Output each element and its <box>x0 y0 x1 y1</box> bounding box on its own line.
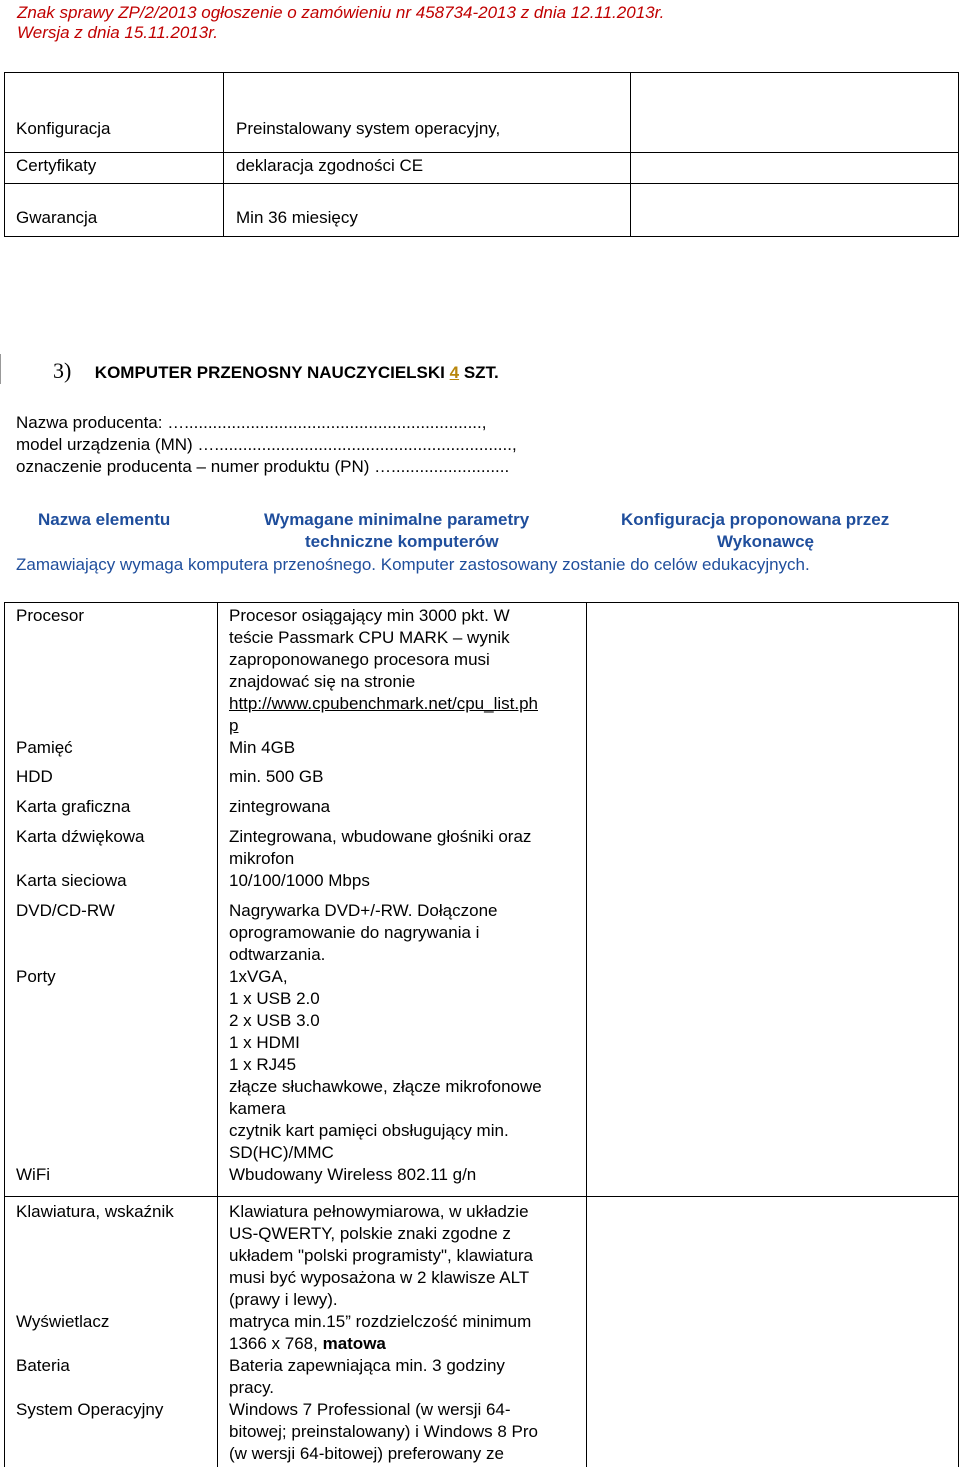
dvd-req-3: odtwarzania. <box>229 945 326 964</box>
document-version: Wersja z dnia 15.11.2013r. <box>17 23 218 42</box>
table-border <box>958 602 959 1467</box>
ports-req-6: złącze słuchawkowe, złącze mikrofonowe <box>229 1077 542 1096</box>
row-label-dvd: DVD/CD-RW <box>16 901 115 920</box>
document-reference: Znak sprawy ZP/2/2013 ogłoszenie o zamówieniu nr 458734-2013 z dnia 12.11.2013r. <box>17 3 665 22</box>
row-label-battery: Bateria <box>16 1356 70 1375</box>
section-number: 3) <box>53 358 72 383</box>
warranty-value: Min 36 miesięcy <box>236 208 358 227</box>
network-req: 10/100/1000 Mbps <box>229 871 370 890</box>
table-border <box>4 602 959 603</box>
column-header-proposed-2: Wykonawcę <box>717 532 815 551</box>
requirement-intro: Zamawiający wymaga komputera przenośnego. Komputer zastosowany zostanie do celów edukacyjnych. <box>16 555 810 574</box>
column-header-required-2: techniczne komputerów <box>305 532 499 551</box>
ports-req-9: SD(HC)/MMC <box>229 1143 334 1162</box>
column-header-required: Wymagane minimalne parametry <box>264 510 530 529</box>
keyboard-req-3: układem "polski programisty", klawiatura <box>229 1246 534 1265</box>
certificates-value: deklaracja zgodności CE <box>236 156 424 175</box>
product-number-line: oznaczenie producenta – numer produktu (PN) …......................... <box>16 457 510 476</box>
processor-req-2: teście Passmark CPU MARK – wynik <box>229 628 510 647</box>
section-quantity: 4 <box>449 363 460 382</box>
row-label-sound: Karta dźwiękowa <box>16 827 145 846</box>
processor-req-4: znajdować się na stronie <box>229 672 416 691</box>
warranty-label: Gwarancja <box>16 208 98 227</box>
hdd-req: min. 500 GB <box>229 767 324 786</box>
sound-req-2: mikrofon <box>229 849 295 868</box>
processor-req-1: Procesor osiągający min 3000 pkt. W <box>229 606 510 625</box>
section-heading <box>53 358 499 384</box>
change-bar <box>0 354 1 384</box>
row-label-network: Karta sieciowa <box>16 871 127 890</box>
cpu-benchmark-link-end[interactable]: p <box>229 716 239 735</box>
battery-req-2: pracy. <box>229 1378 275 1397</box>
table-border <box>217 602 218 1467</box>
keyboard-req-5: (prawy i lewy). <box>229 1290 338 1309</box>
ports-req-4: 1 x HDMI <box>229 1033 300 1052</box>
memory-req: Min 4GB <box>229 738 296 757</box>
column-header-element: Nazwa elementu <box>38 510 171 529</box>
section-unit: SZT. <box>459 363 499 382</box>
wifi-req: Wbudowany Wireless 802.11 g/n <box>229 1165 477 1184</box>
display-matte: matowa <box>322 1334 386 1353</box>
table-border <box>4 602 5 1467</box>
table-border <box>586 602 587 1467</box>
table-border <box>630 72 631 237</box>
table-border <box>958 72 959 237</box>
model-line: model urządzenia (MN) …..............................................................., <box>16 435 517 454</box>
keyboard-req-4: musi być wyposażona w 2 klawisze ALT <box>229 1268 530 1287</box>
ports-req-8: czytnik kart pamięci obsługujący min. <box>229 1121 509 1140</box>
table-border <box>4 72 5 237</box>
ports-req-2: 1 x USB 2.0 <box>229 989 320 1008</box>
os-req-1: Windows 7 Professional (w wersji 64- <box>229 1400 511 1419</box>
ports-req-3: 2 x USB 3.0 <box>229 1011 320 1030</box>
keyboard-req-2: US-QWERTY, polskie znaki zgodne z <box>229 1224 511 1243</box>
display-req-2 <box>229 1333 386 1355</box>
battery-req-1: Bateria zapewniająca min. 3 godziny <box>229 1356 505 1375</box>
processor-req-3: zaproponowanego procesora musi <box>229 650 490 669</box>
dvd-req-1: Nagrywarka DVD+/-RW. Dołączone <box>229 901 498 920</box>
config-label: Konfiguracja <box>16 119 111 138</box>
ports-req-1: 1xVGA, <box>229 967 288 986</box>
certificates-label: Certyfikaty <box>16 156 97 175</box>
producer-name-line: Nazwa producenta: …..............................................................., <box>16 413 487 432</box>
graphics-req: zintegrowana <box>229 797 331 816</box>
ports-req-7: kamera <box>229 1099 286 1118</box>
table-border <box>4 72 959 73</box>
ports-req-5: 1 x RJ45 <box>229 1055 297 1074</box>
table-border <box>4 236 959 237</box>
table-row-divider <box>4 152 959 153</box>
dvd-req-2: oprogramowanie do nagrywania i <box>229 923 480 942</box>
os-req-3: (w wersji 64-bitowej) preferowany ze <box>229 1444 504 1463</box>
table-row-divider <box>4 183 959 184</box>
sound-req-1: Zintegrowana, wbudowane głośniki oraz <box>229 827 532 846</box>
row-label-memory: Pamięć <box>16 738 73 757</box>
row-label-hdd: HDD <box>16 767 53 786</box>
row-label-wifi: WiFi <box>16 1165 50 1184</box>
row-label-ports: Porty <box>16 967 56 986</box>
display-resolution: 1366 x 768, <box>229 1334 323 1353</box>
section-title: KOMPUTER PRZENOSNY NAUCZYCIELSKI <box>94 363 450 382</box>
os-req-2: bitowej; preinstalowany) i Windows 8 Pro <box>229 1422 538 1441</box>
row-label-os: System Operacyjny <box>16 1400 164 1419</box>
table-row-divider <box>4 1196 959 1197</box>
row-label-keyboard: Klawiatura, wskaźnik <box>16 1202 174 1221</box>
display-req-1: matryca min.15” rozdzielczość minimum <box>229 1312 532 1331</box>
table-border <box>223 72 224 237</box>
row-label-display: Wyświetlacz <box>16 1312 110 1331</box>
config-value: Preinstalowany system operacyjny, <box>236 119 501 138</box>
keyboard-req-1: Klawiatura pełnowymiarowa, w układzie <box>229 1202 529 1221</box>
column-header-proposed: Konfiguracja proponowana przez <box>621 510 890 529</box>
row-label-processor: Procesor <box>16 606 85 625</box>
row-label-graphics: Karta graficzna <box>16 797 131 816</box>
cpu-benchmark-link[interactable]: http://www.cpubenchmark.net/cpu_list.ph <box>229 694 538 713</box>
